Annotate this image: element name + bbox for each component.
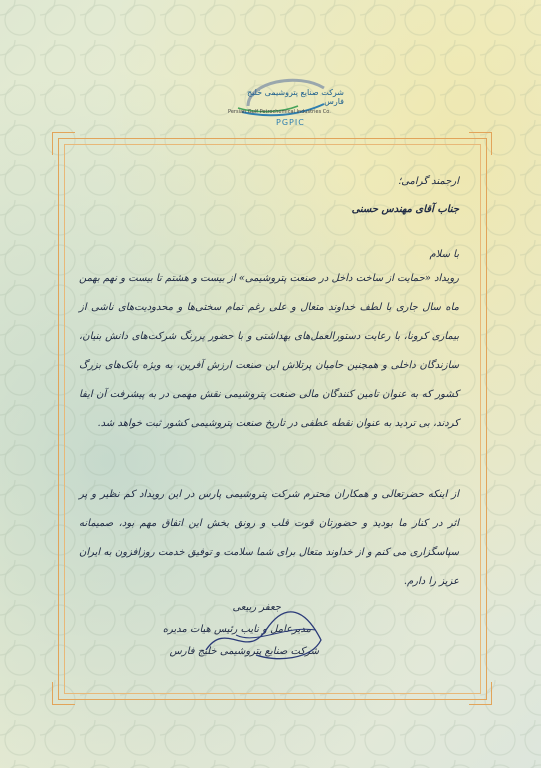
- signatory-name: جعفر ربیعی: [232, 602, 281, 613]
- frame-corner-bottom-left: [52, 682, 75, 705]
- body-paragraph-1: رویداد «حمایت از ساخت داخل در صنعت پتروشیمی» از بیست و هشتم تا بیست و نهم بهمن ماه سال جاری با لطف خداوند متعال و علی رغم تمام سختی‌ها و محدودیت‌های ناشی از بیماری کرونا، با رعایت دستورالعمل‌های بهداشتی و با حضور پررنگ شرکت‌های دانش بنیان، سازندگان داخلی و همچنین حامیان پرتلاش این صنعت ارزش آفرین، به ویژه بانک‌های بزرگ کشور که به عنوان تامین کنندگان مالی صنعت پتروشیمی نقش مهمی در به پیشرفت آن ایفا کردند، بی تردید به عنوان نقطه عطفی در تاریخ صنعت پتروشیمی کشور ثبت خواهد شد.: [79, 273, 459, 429]
- logo-name-en: Persian Gulf Petrochemical Industries Co.: [228, 109, 331, 115]
- handwritten-signature: [196, 600, 336, 670]
- logo-code: PGPIC: [276, 118, 305, 127]
- logo-name-fa: شرکت صنایع پتروشیمی خلیج فارس: [246, 88, 344, 106]
- recipient-name: جناب آقای مهندس حسنی: [351, 204, 459, 215]
- company-logo: [228, 68, 348, 138]
- salutation: با سلام: [429, 249, 459, 260]
- signatory-title: مدیرعامل و نایب رئیس هیات مدیره: [162, 624, 311, 635]
- frame-corner-bottom-right: [469, 682, 492, 705]
- body-paragraph-2: از اینکه حضرتعالی و همکاران محترم شرکت پتروشیمی پارس در این رویداد کم نظیر و پر اثر در کنار ما بودید و حضورتان قوت قلب و رونق بخش این اتفاق مهم بود، صمیمانه سپاسگزاری می کنم و از خداوند متعال برای شما سلامت و توفیق خدمت روزافزون به ایران عزیز را دارم.: [79, 489, 459, 587]
- greeting: ارجمند گرامی؛: [398, 176, 459, 187]
- signatory-company: شرکت صنایع پتروشیمی خلیج فارس: [169, 646, 319, 657]
- frame-corner-top-right: [469, 132, 492, 155]
- frame-corner-top-left: [52, 132, 75, 155]
